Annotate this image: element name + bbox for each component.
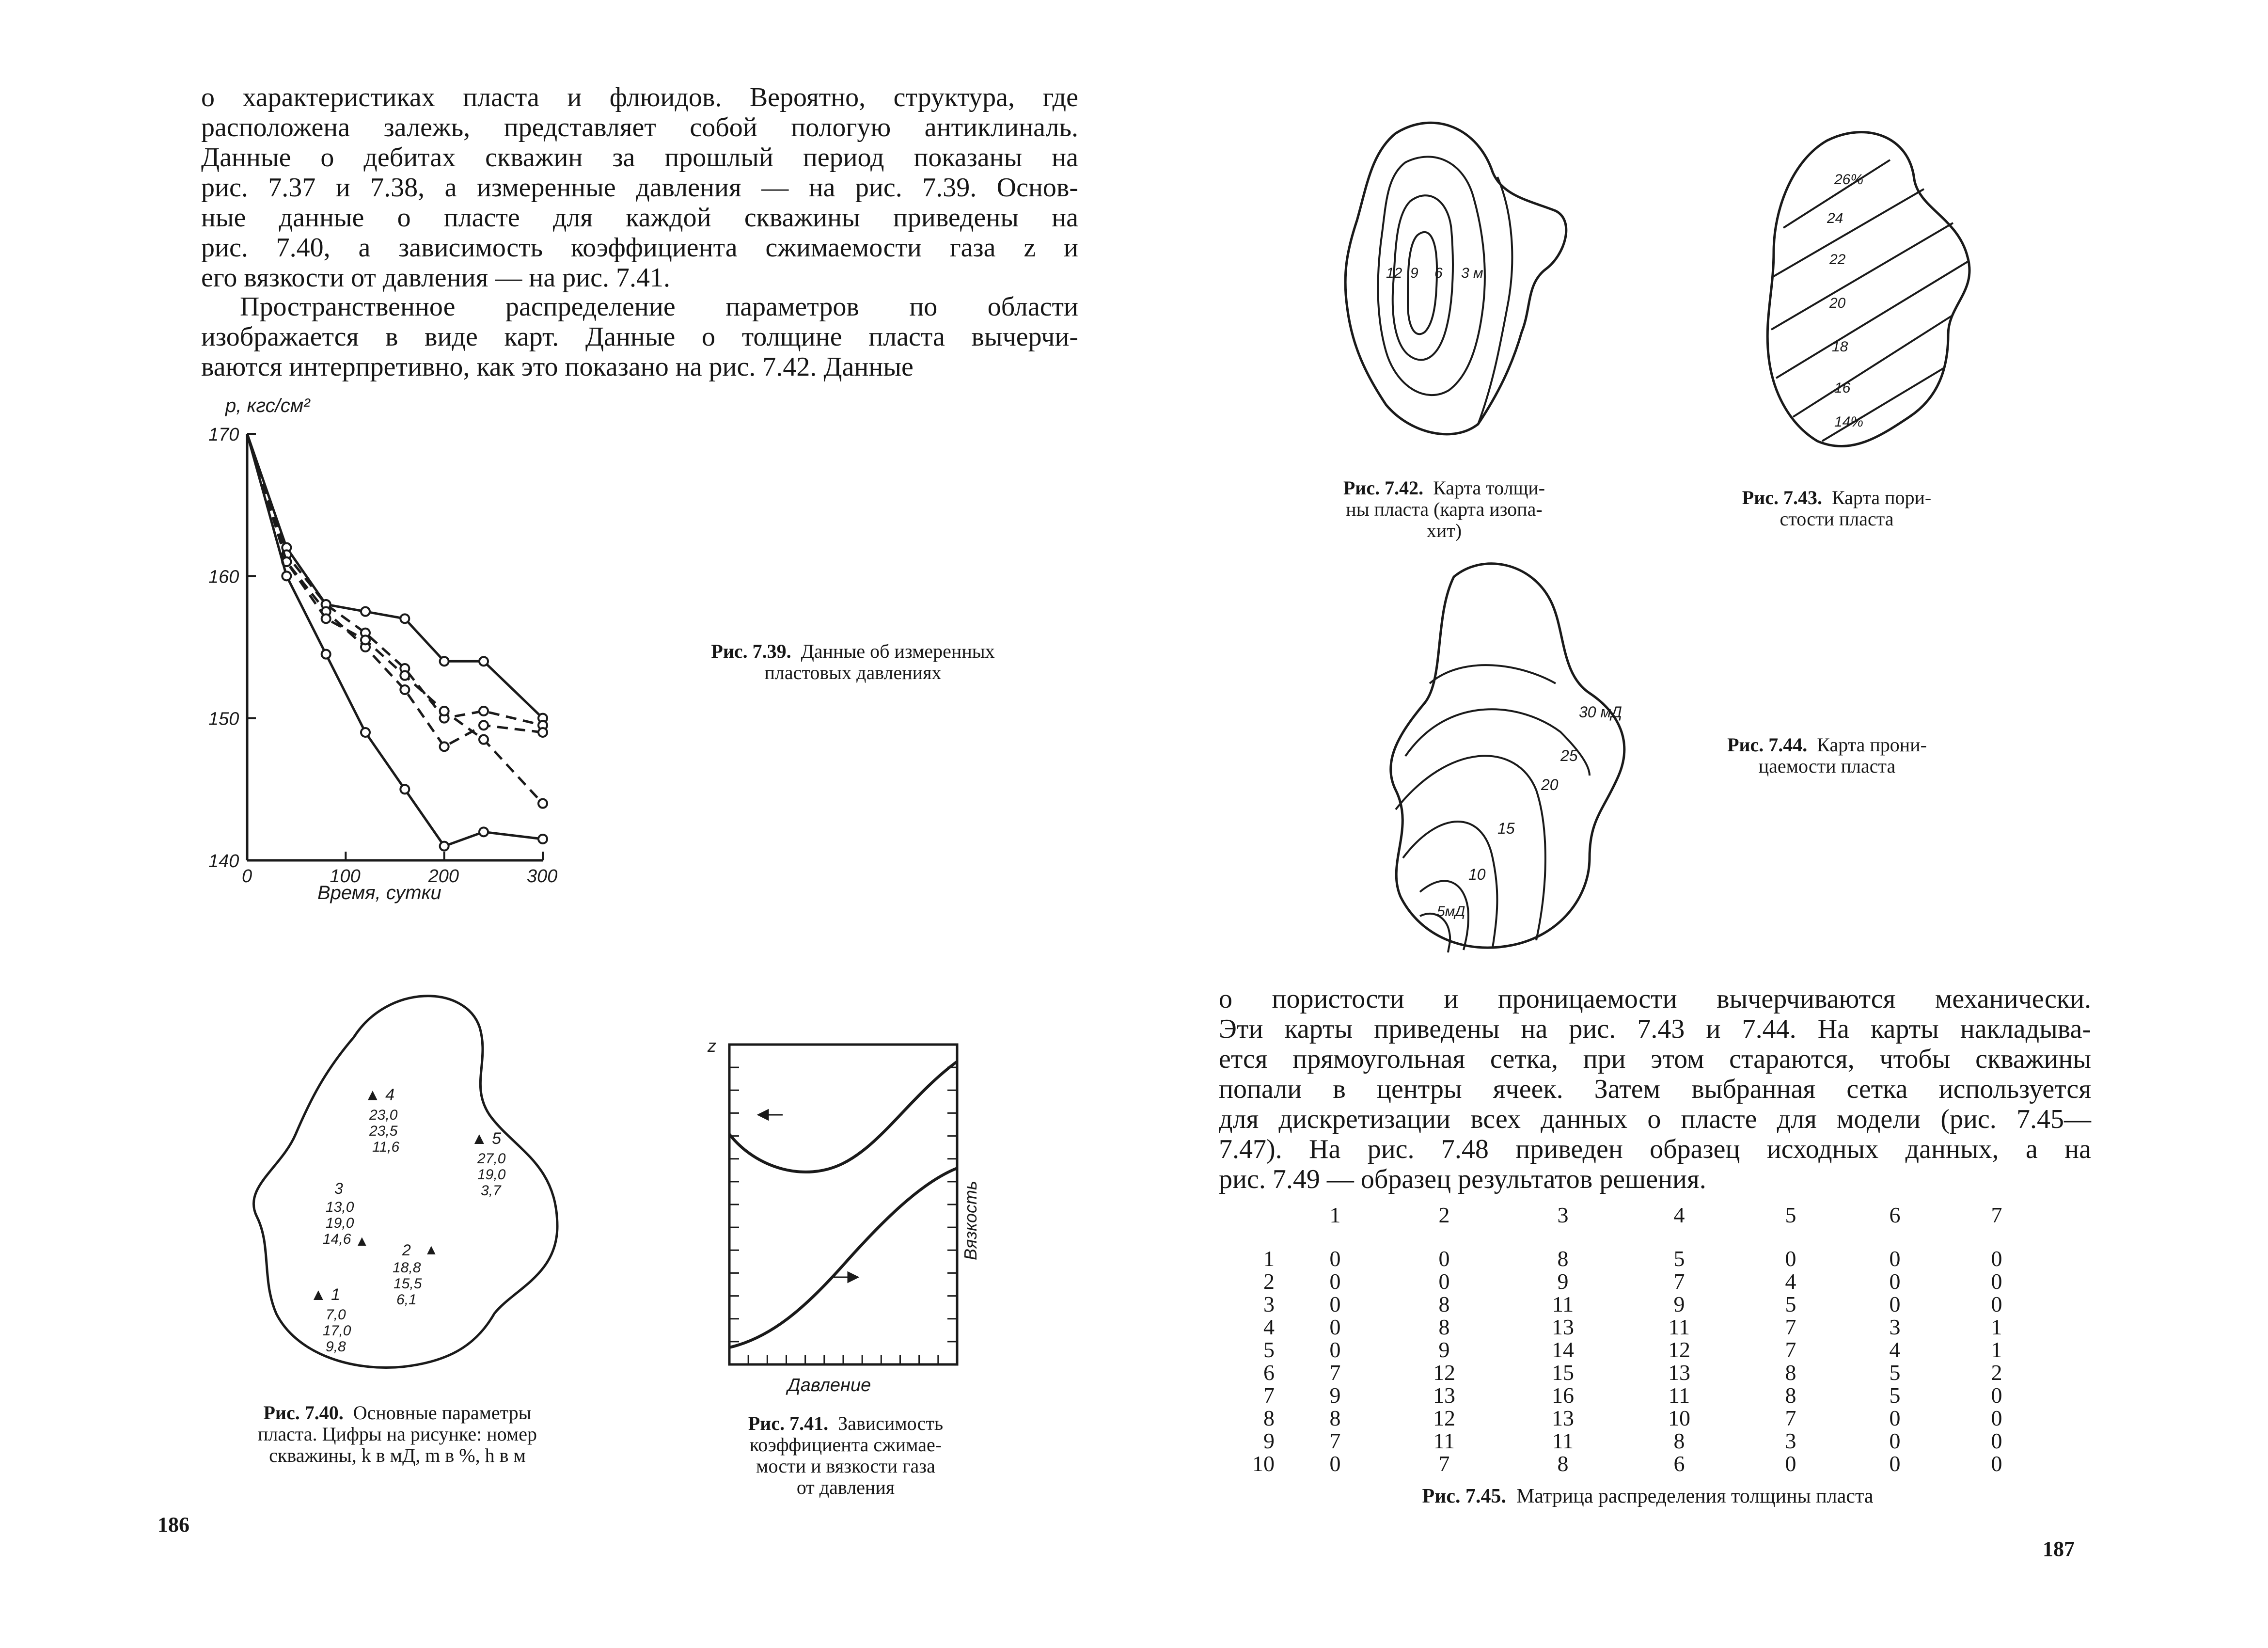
fig742-label-3: 3 м [1461, 265, 1483, 281]
fig743-contour-20 [1771, 223, 1953, 330]
left-text2-line-1: Пространственное распределение параметров по области [240, 292, 1078, 322]
right-text-line-4: попали в центры ячеек. Затем выбранная сетка используется [1219, 1074, 2091, 1104]
matrix-cell: 0 [1329, 1315, 1341, 1339]
left-text-block [201, 82, 1078, 293]
fig742-label-12: 12 [1386, 265, 1402, 281]
matrix-cell: 0 [1991, 1428, 2002, 1453]
well-4-h: 11,6 [372, 1139, 400, 1155]
chart-x-tick-label: 0 [242, 866, 252, 887]
fig741-viscosity-curve [729, 1168, 957, 1347]
well-1-marker: ▲ 1 [310, 1285, 341, 1304]
matrix-cell: 9 [1557, 1269, 1569, 1294]
matrix-cell: 0 [1785, 1246, 1796, 1271]
chart-point-well-d [361, 635, 370, 644]
well-1-h: 9,8 [326, 1339, 346, 1355]
fig741-caption-line-3: мости и вязкости газа [756, 1455, 935, 1477]
fig743-contour-16 [1793, 315, 1953, 417]
fig740-caption-line-1: Основные параметры [353, 1402, 532, 1424]
well-3-id: 3 [334, 1180, 343, 1197]
matrix-row-header: 1 [1263, 1246, 1275, 1271]
matrix-cell: 13 [1552, 1315, 1574, 1339]
matrix-cell: 7 [1329, 1428, 1341, 1453]
fig741-arrow-left-icon [758, 1110, 783, 1120]
matrix-row-header: 4 [1263, 1315, 1275, 1339]
right-text-line-5: для дискретизации всех данных о пласте для модели (рис. 7.45— [1219, 1104, 2091, 1134]
matrix-cell: 7 [1785, 1315, 1796, 1339]
matrix-row-header: 10 [1252, 1451, 1275, 1476]
matrix-cell: 11 [1668, 1383, 1690, 1408]
matrix-col-header: 1 [1329, 1203, 1341, 1227]
fig744-label-5: 5мД [1437, 903, 1465, 919]
left-text-line-7: его вязкости от давления — на рис. 7.41. [201, 263, 670, 293]
chart-point-well-e [322, 650, 331, 659]
matrix-cell: 8 [1673, 1428, 1685, 1453]
matrix-cell: 0 [1438, 1246, 1450, 1271]
matrix-cell: 5 [1889, 1383, 1901, 1408]
fig741-caption [688, 1413, 1003, 1498]
matrix-cell: 5 [1673, 1246, 1685, 1271]
well-5-h: 3,7 [481, 1183, 501, 1199]
left-text-line-6: рис. 7.40, а зависимость коэффициента сжимаемости газа z и [201, 233, 1078, 263]
matrix-cell: 7 [1785, 1406, 1796, 1430]
fig744-caption-line-2: цаемости пласта [1758, 755, 1896, 777]
matrix-cell: 8 [1557, 1246, 1569, 1271]
chart-point-well-c [538, 728, 547, 737]
right-text-block [1219, 984, 2091, 1194]
fig744-contour-30 [1430, 665, 1556, 683]
chart-point-well-d [440, 707, 449, 715]
fig741-ylabel: z [708, 1036, 716, 1056]
matrix-row-header: 6 [1263, 1360, 1275, 1385]
matrix-cell: 12 [1433, 1406, 1455, 1430]
well-3-h: 14,6 [323, 1231, 351, 1247]
chart-point-well-a [361, 607, 370, 616]
matrix-cell: 10 [1668, 1406, 1690, 1430]
fig744-caption-line-1: Карта прони- [1817, 734, 1927, 756]
chart-point-well-a [479, 657, 488, 666]
matrix-cell: 0 [1438, 1269, 1450, 1294]
matrix-cell: 3 [1889, 1315, 1901, 1339]
matrix-row-header: 2 [1263, 1269, 1275, 1294]
well-5-k: 27,0 [477, 1151, 506, 1167]
fig743-label-18: 18 [1832, 339, 1848, 355]
chart-x-tick-label: 200 [428, 866, 459, 887]
matrix-col-header: 3 [1557, 1203, 1569, 1227]
fig740-caption [199, 1402, 596, 1466]
matrix-row-header: 8 [1263, 1406, 1275, 1430]
matrix-cell: 8 [1557, 1451, 1569, 1476]
well-1-id: 1 [331, 1285, 341, 1304]
chart-series-line-well-b [247, 434, 543, 725]
right-page-number: 187 [2043, 1537, 2075, 1561]
chart-series-line-well-e [247, 434, 543, 846]
fig744-contour-25 [1405, 709, 1590, 776]
matrix-cell: 8 [1438, 1292, 1450, 1316]
chart-x-tick-label: 300 [527, 866, 558, 887]
fig741-xlabel: Давление [788, 1375, 871, 1395]
well-5-marker: ▲ 5 [471, 1129, 502, 1148]
matrix-cell: 4 [1889, 1337, 1901, 1362]
matrix-cell: 4 [1785, 1269, 1796, 1294]
matrix-cell: 0 [1991, 1406, 2002, 1430]
chart-series-line-well-c [247, 434, 543, 746]
matrix-cell: 0 [1889, 1406, 1901, 1430]
matrix-cell: 12 [1433, 1360, 1455, 1385]
fig740-outline [253, 996, 557, 1368]
left-text-line-3: Данные о дебитах скважин за прошлый период показаны на [201, 143, 1078, 173]
matrix-cell: 0 [1991, 1383, 2002, 1408]
fig739-caption-num: Рис. 7.39. [711, 640, 791, 662]
matrix-cell: 0 [1889, 1269, 1901, 1294]
left-text2-line-3: ваются интерпретивно, как это показано на рис. 7.42. Данные [201, 352, 914, 382]
fig744-label-10: 10 [1468, 866, 1486, 883]
chart-y-tick-label: 170 [208, 425, 239, 445]
matrix-cell: 8 [1329, 1406, 1341, 1430]
matrix-cell: 0 [1991, 1451, 2002, 1476]
matrix-col-header: 6 [1889, 1203, 1901, 1227]
fig741-caption-line-1: Зависимость [838, 1412, 944, 1434]
fig744-map [1376, 557, 1667, 960]
chart-x-tick-label: 100 [330, 866, 361, 887]
left-text-block-2 [201, 292, 1078, 382]
matrix-cell: 6 [1673, 1451, 1685, 1476]
matrix-col-header: 5 [1785, 1203, 1796, 1227]
chart-point-well-c [400, 685, 409, 694]
chart-ylabel: p, кгс/см² [225, 395, 310, 416]
fig743-caption-line-1: Карта пори- [1832, 487, 1932, 508]
matrix-row-header: 7 [1263, 1383, 1275, 1408]
well-2-id: 2 [402, 1241, 411, 1259]
matrix-cell: 8 [1785, 1360, 1796, 1385]
well-1-k: 7,0 [326, 1307, 346, 1323]
fig742-contour-3 [1408, 232, 1437, 334]
right-text-line-6: 7.47). На рис. 7.48 приведен образец исходных данных, а на [1219, 1134, 2091, 1164]
fig740-caption-line-3: скважины, k в мД, m в %, h в м [269, 1444, 526, 1466]
chart-point-well-e [361, 728, 370, 737]
right-text-line-7: рис. 7.49 — образец результатов решения. [1219, 1164, 1706, 1194]
fig741-chart [698, 1037, 989, 1406]
fig741-right-label: Вязкость [961, 1181, 980, 1260]
matrix-cell: 0 [1991, 1269, 2002, 1294]
matrix-cell: 0 [1329, 1292, 1341, 1316]
fig742-caption-num: Рис. 7.42. [1343, 477, 1424, 499]
well-4-id: 4 [385, 1086, 395, 1104]
matrix-row-header: 3 [1263, 1292, 1275, 1316]
matrix-cell: 0 [1889, 1451, 1901, 1476]
matrix-cell: 16 [1552, 1383, 1574, 1408]
well-1-m: 17,0 [323, 1323, 351, 1339]
matrix-cell: 11 [1552, 1428, 1574, 1453]
fig743-caption-num: Рис. 7.43. [1742, 487, 1822, 508]
fig744-label-20: 20 [1541, 776, 1559, 793]
matrix-cell: 13 [1668, 1360, 1690, 1385]
fig744-outline [1391, 564, 1624, 948]
matrix-cell: 8 [1785, 1383, 1796, 1408]
right-text-line-3: ется прямоугольная сетка, при этом стараются, чтобы скважины [1219, 1044, 2091, 1074]
matrix-cell: 7 [1329, 1360, 1341, 1385]
chart-xlabel: Время, сутки [317, 882, 441, 903]
matrix-cell: 3 [1785, 1428, 1796, 1453]
fig743-label-26: 26% [1834, 172, 1864, 188]
well-2-marker: ▲ [424, 1242, 439, 1258]
chart-series-line-well-d [247, 434, 543, 804]
fig739-caption-line-2: пластовых давлениях [764, 662, 942, 683]
fig742-map [1338, 114, 1590, 453]
chart-point-well-c [440, 742, 449, 751]
matrix-cell: 12 [1668, 1337, 1690, 1362]
chart-point-well-e [479, 827, 488, 836]
well-3-m: 19,0 [326, 1215, 354, 1231]
matrix-cell: 0 [1991, 1246, 2002, 1271]
chart-point-well-e [538, 835, 547, 843]
matrix-cell: 0 [1889, 1428, 1901, 1453]
fig745-caption-num: Рис. 7.45. [1422, 1485, 1506, 1507]
matrix-cell: 11 [1433, 1428, 1455, 1453]
left-text-line-5: ные данные о пласте для каждой скважины приведены на [201, 203, 1078, 233]
right-text-line-1: о пористости и проницаемости вычерчиваются механически. [1219, 984, 2091, 1014]
well-5-m: 19,0 [477, 1167, 506, 1183]
fig743-contour-18 [1776, 262, 1968, 378]
fig742-caption [1289, 477, 1599, 541]
matrix-cell: 0 [1329, 1451, 1341, 1476]
fig744-caption [1677, 734, 1977, 777]
well-3-marker: ▲ [355, 1233, 369, 1249]
fig739-chart [204, 397, 572, 911]
fig745-matrix [1241, 1202, 2064, 1474]
chart-point-well-d [322, 614, 331, 623]
fig741-caption-line-4: от давления [796, 1476, 895, 1498]
fig743-label-16: 16 [1834, 380, 1851, 396]
fig742-caption-line-3: хит) [1426, 520, 1462, 541]
fig743-label-22: 22 [1829, 252, 1846, 268]
fig742-label-9: 9 [1410, 265, 1418, 281]
matrix-cell: 11 [1552, 1292, 1574, 1316]
matrix-cell: 14 [1552, 1337, 1574, 1362]
chart-point-well-d [479, 735, 488, 744]
matrix-cell: 13 [1433, 1383, 1455, 1408]
chart-series-group [247, 434, 547, 851]
matrix-col-header: 4 [1673, 1203, 1685, 1227]
matrix-col-header: 2 [1438, 1203, 1450, 1227]
fig744-contour-15 [1403, 822, 1497, 948]
right-text-line-2: Эти карты приведены на рис. 7.43 и 7.44. На карты накладыва- [1219, 1014, 2091, 1044]
chart-point-well-d [538, 799, 547, 808]
matrix-cell: 1 [1991, 1337, 2002, 1362]
fig742-caption-line-2: ны пласта (карта изопа- [1346, 498, 1543, 520]
matrix-cell: 9 [1438, 1337, 1450, 1362]
well-2-h: 6,1 [396, 1292, 417, 1308]
chart-point-well-d [400, 671, 409, 680]
fig740-map [242, 974, 611, 1386]
matrix-cell: 13 [1552, 1406, 1574, 1430]
matrix-cell: 0 [1329, 1337, 1341, 1362]
left-page-number: 186 [158, 1513, 189, 1537]
chart-point-well-b [479, 707, 488, 715]
fig742-label-6: 6 [1434, 265, 1443, 281]
matrix-cell: 9 [1673, 1292, 1685, 1316]
left-text-line-1: о характеристиках пласта и флюидов. Вероятно, структура, где [201, 82, 1078, 112]
fig744-label-25: 25 [1560, 747, 1578, 764]
fig740-caption-line-2: пласта. Цифры на рисунке: номер [258, 1423, 537, 1445]
matrix-cell: 0 [1889, 1246, 1901, 1271]
chart-y-tick-label: 140 [208, 851, 239, 872]
matrix-cell: 0 [1785, 1451, 1796, 1476]
fig743-caption [1691, 487, 1982, 530]
chart-point-well-e [440, 842, 449, 851]
well-4-m: 23,5 [369, 1123, 398, 1139]
fig745-caption-text: Матрица распределения толщины пласта [1516, 1485, 1874, 1507]
chart-point-well-e [282, 571, 291, 580]
chart-point-well-a [400, 614, 409, 623]
fig743-label-14: 14% [1834, 414, 1864, 430]
chart-point-well-a [440, 657, 449, 666]
left-text-line-2: расположена залежь, представляет собой пологую антиклиналь. [201, 112, 1078, 143]
matrix-cell: 0 [1991, 1292, 2002, 1316]
fig744-caption-num: Рис. 7.44. [1727, 734, 1808, 756]
matrix-cell: 11 [1668, 1315, 1690, 1339]
matrix-cell: 0 [1329, 1246, 1341, 1271]
fig740-caption-num: Рис. 7.40. [263, 1402, 344, 1424]
fig743-contour-22 [1774, 189, 1924, 276]
matrix-cell: 7 [1785, 1337, 1796, 1362]
matrix-cell: 1 [1991, 1315, 2002, 1339]
matrix-cell: 9 [1329, 1383, 1341, 1408]
matrix-cell: 0 [1329, 1269, 1341, 1294]
well-4-k: 23,0 [369, 1107, 398, 1123]
fig742-caption-line-1: Карта толщи- [1433, 477, 1545, 499]
matrix-cell: 7 [1673, 1269, 1685, 1294]
fig743-map [1754, 126, 1987, 465]
fig739-caption [630, 641, 1076, 683]
well-2-m: 15,5 [394, 1276, 422, 1292]
matrix-row-header: 9 [1263, 1428, 1275, 1453]
left-text2-line-2: изображается в виде карт. Данные о толщине пласта вычерчи- [201, 322, 1078, 352]
matrix-cell: 15 [1552, 1360, 1574, 1385]
well-5-id: 5 [492, 1129, 502, 1148]
matrix-cell: 0 [1889, 1292, 1901, 1316]
fig744-label-15: 15 [1497, 820, 1515, 837]
chart-y-tick-label: 150 [208, 709, 239, 729]
matrix-cell: 8 [1438, 1315, 1450, 1339]
matrix-cell: 5 [1889, 1360, 1901, 1385]
fig745-caption [1308, 1486, 1987, 1507]
matrix-cell: 7 [1438, 1451, 1450, 1476]
chart-point-well-c [479, 721, 488, 729]
fig743-caption-line-2: стости пласта [1780, 508, 1894, 530]
chart-point-well-e [400, 785, 409, 793]
fig743-label-24: 24 [1827, 210, 1843, 226]
matrix-row-header: 5 [1263, 1337, 1275, 1362]
fig743-label-20: 20 [1829, 295, 1846, 311]
left-text-line-4: рис. 7.37 и 7.38, а измеренные давления — на рис. 7.39. Основ- [201, 173, 1078, 203]
chart-y-tick-label: 160 [208, 567, 239, 587]
fig744-label-30: 30 мД [1579, 703, 1622, 721]
well-4-marker: ▲ 4 [364, 1086, 395, 1104]
matrix-cell: 2 [1991, 1360, 2002, 1385]
fig741-caption-num: Рис. 7.41. [748, 1412, 829, 1434]
well-3-k: 13,0 [326, 1199, 354, 1215]
fig743-outline [1767, 132, 1969, 446]
fig739-caption-line-1: Данные об измеренных [801, 640, 995, 662]
matrix-cell: 5 [1785, 1292, 1796, 1316]
fig744-contour-20 [1396, 756, 1545, 940]
fig741-caption-line-2: коэффициента сжимае- [749, 1434, 942, 1456]
well-2-k: 18,8 [393, 1260, 421, 1276]
matrix-col-header: 7 [1991, 1203, 2002, 1227]
